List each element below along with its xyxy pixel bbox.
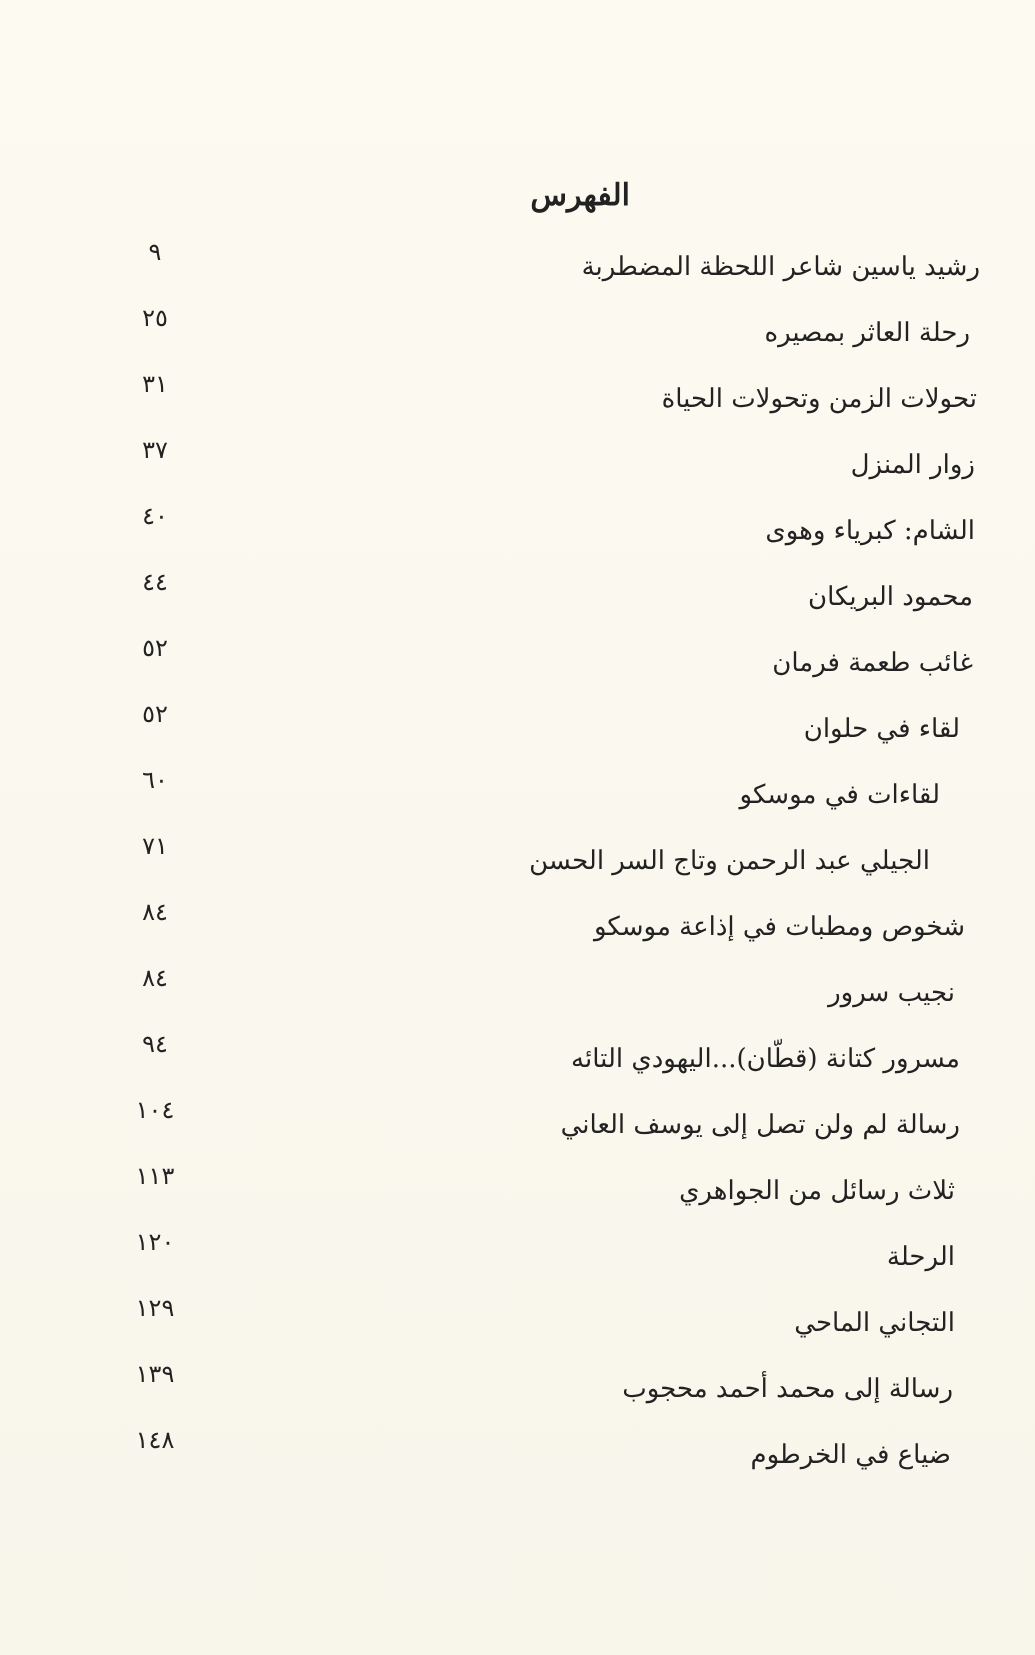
list-item (0, 370, 1035, 436)
list-item (0, 898, 1035, 964)
entry-page-number: ٨٤ (142, 964, 168, 992)
entry-title: غائب طعمة فرمان (772, 648, 973, 678)
entry-page-number: ١١٣ (135, 1162, 175, 1190)
entry-title: مسرور كتانة (قطّان)...اليهودي التائه (571, 1044, 960, 1074)
entry-page-number: ٥٢ (142, 700, 168, 728)
list-item (0, 238, 1035, 304)
entry-page-number: ٥٢ (142, 634, 168, 662)
list-item (0, 964, 1035, 1030)
list-item (0, 304, 1035, 370)
entry-title: ثلاث رسائل من الجواهري (679, 1176, 955, 1206)
page-title: الفهرس (530, 178, 630, 213)
entry-page-number: ٧١ (142, 832, 168, 860)
entry-page-number: ٨٤ (142, 898, 168, 926)
entry-title: لقاء في حلوان (803, 714, 960, 744)
entry-title: لقاءات في موسكو (739, 780, 940, 810)
entry-page-number: ٣١ (142, 370, 168, 398)
entry-title: نجيب سرور (828, 978, 955, 1008)
list-item (0, 1030, 1035, 1096)
list-item (0, 766, 1035, 832)
list-item (0, 1360, 1035, 1426)
entry-title: زوار المنزل (850, 450, 975, 480)
list-item (0, 634, 1035, 700)
list-item (0, 1096, 1035, 1162)
entry-page-number: ٤٤ (142, 568, 168, 596)
table-of-contents (0, 238, 1035, 1492)
entry-title: محمود البريكان (808, 582, 973, 612)
list-item (0, 436, 1035, 502)
list-item (0, 1426, 1035, 1492)
entry-title: تحولات الزمن وتحولات الحياة (661, 384, 977, 414)
entry-title: ضياع في الخرطوم (750, 1440, 951, 1470)
entry-title: الجيلي عبد الرحمن وتاج السر الحسن (529, 846, 930, 876)
list-item (0, 1228, 1035, 1294)
entry-page-number: ٦٠ (142, 766, 168, 794)
entry-title: رشيد ياسين شاعر اللحظة المضطربة (581, 252, 980, 282)
entry-page-number: ١٣٩ (135, 1360, 175, 1388)
entry-page-number: ١٠٤ (135, 1096, 175, 1124)
entry-title: التجاني الماحي (794, 1308, 955, 1338)
entry-title: الشام: كبرياء وهوى (765, 516, 975, 546)
entry-page-number: ٩ (148, 238, 162, 266)
list-item (0, 1294, 1035, 1360)
entry-page-number: ٣٧ (142, 436, 168, 464)
entry-page-number: ٤٠ (142, 502, 168, 530)
list-item (0, 832, 1035, 898)
entry-page-number: ١٤٨ (135, 1426, 175, 1454)
entry-page-number: ١٢٠ (135, 1228, 175, 1256)
entry-page-number: ٢٥ (142, 304, 168, 332)
entry-title: رسالة إلى محمد أحمد محجوب (622, 1374, 953, 1404)
entry-title: الرحلة (886, 1242, 955, 1272)
list-item (0, 700, 1035, 766)
list-item (0, 568, 1035, 634)
list-item (0, 502, 1035, 568)
entry-title: رحلة العاثر بمصيره (764, 318, 970, 348)
entry-page-number: ١٢٩ (135, 1294, 175, 1322)
entry-title: رسالة لم ولن تصل إلى يوسف العاني (560, 1110, 960, 1140)
entry-page-number: ٩٤ (142, 1030, 168, 1058)
entry-title: شخوص ومطبات في إذاعة موسكو (593, 912, 965, 942)
list-item (0, 1162, 1035, 1228)
